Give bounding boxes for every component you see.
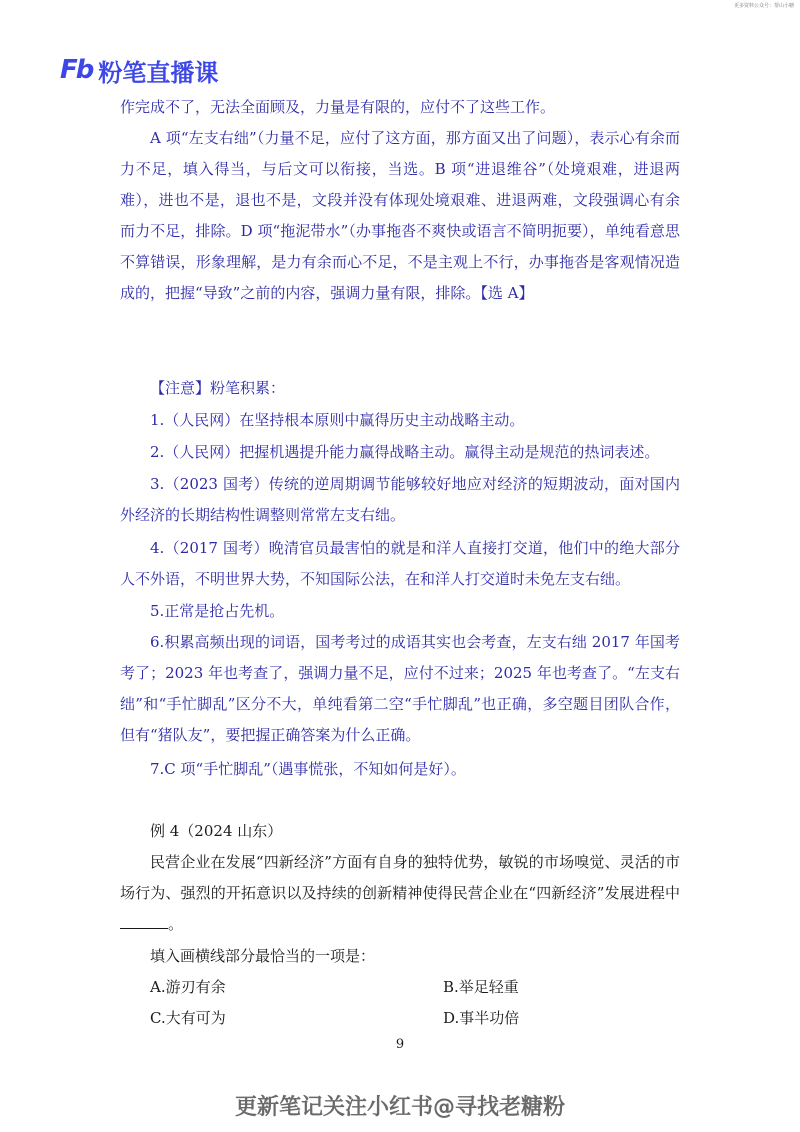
analysis-paragraph: A 项“左支右绌”（力量不足，应付了这方面，那方面又出了问题），表示心有余而力不足，填入得当，与后文可以衔接，当选。B 项“进退维谷”（处境艰难，进退两难），进也不是，退也不是，文段并没有体现处境艰难、进退两难，文段强调心有余而力不足，排除。D 项“拖泥带水”（办事拖沓不爽快或语言不简明扼要），单纯看意思不算错误，形象理解，是力有余而心不足，不是主观上不行，办事拖沓是客观情况造成的，把握“导致”之前的内容，强调力量有限，排除。【选 A】 <box>120 129 680 302</box>
option-b: B.举足轻重 <box>443 978 519 996</box>
note-item: 1.（人民网）在坚持根本原则中赢得历史主动战略主动。 <box>150 411 525 429</box>
note-item: 4.（2017 国考）晚清官员最害怕的就是和洋人直接打交道，他们中的绝大部分人不外语，不明世界大势，不知国际公法，在和洋人打交道时未免左支右绌。 <box>120 539 680 588</box>
option-c: C.大有可为 <box>150 1009 226 1027</box>
notes-heading: 【注意】粉笔积累： <box>150 379 286 397</box>
stem-text: 民营企业在发展“四新经济”方面有自身的独特优势，敏锐的市场嗅觉、灵活的市场行为、强烈的开拓意识以及持续的创新精神使得民营企业在“四新经济”发展进程中 <box>120 853 680 902</box>
option-a: A.游刃有余 <box>150 978 226 996</box>
note-item: 6.积累高频出现的词语，国考考过的成语其实也会考查，左支右绌 2017 年国考考了；2023 年也考查了，强调力量不足，应付不过来；2025 年也考查了。“左支右绌”和“手忙脚乱”区分不大，单纯看第二空“手忙脚乱”也正确，多空题目团队合作，但有“猪队友”，要把握正确答案为什么正确。 <box>120 633 680 744</box>
brand-logo <box>60 55 218 85</box>
note-item: 7.C 项“手忙脚乱”（遇事慌张，不知如何是好）。 <box>150 760 466 778</box>
option-d: D.事半功倍 <box>443 1009 520 1027</box>
answer-blank <box>120 910 168 929</box>
logo-icon: Fb <box>60 55 93 85</box>
top-corner-note: 更多资料公众号：帮山小糖 <box>733 3 794 9</box>
watermark-text: 更新笔记关注小红书@寻找老糖粉 <box>234 1095 565 1120</box>
note-item: 5.正常是抢占先机。 <box>150 602 285 620</box>
page-number: 9 <box>395 1037 405 1052</box>
example-stem <box>120 847 680 940</box>
example-question: 填入画横线部分最恰当的一项是： <box>150 947 376 965</box>
logo-text: 粉笔直播课 <box>98 58 219 87</box>
example-title: 例 4（2024 山东） <box>150 822 283 840</box>
analysis-continuation: 作完成不了，无法全面顾及，力量是有限的，应付不了这些工作。 <box>120 98 556 116</box>
note-item: 3.（2023 国考）传统的逆周期调节能够较好地应对经济的短期波动，面对国内外经济的长期结构性调整则常常左支右绌。 <box>120 475 680 524</box>
stem-end: 。 <box>168 915 184 933</box>
note-item: 2.（人民网）把握机遇提升能力赢得战略主动。赢得主动是规范的热词表述。 <box>150 443 660 461</box>
